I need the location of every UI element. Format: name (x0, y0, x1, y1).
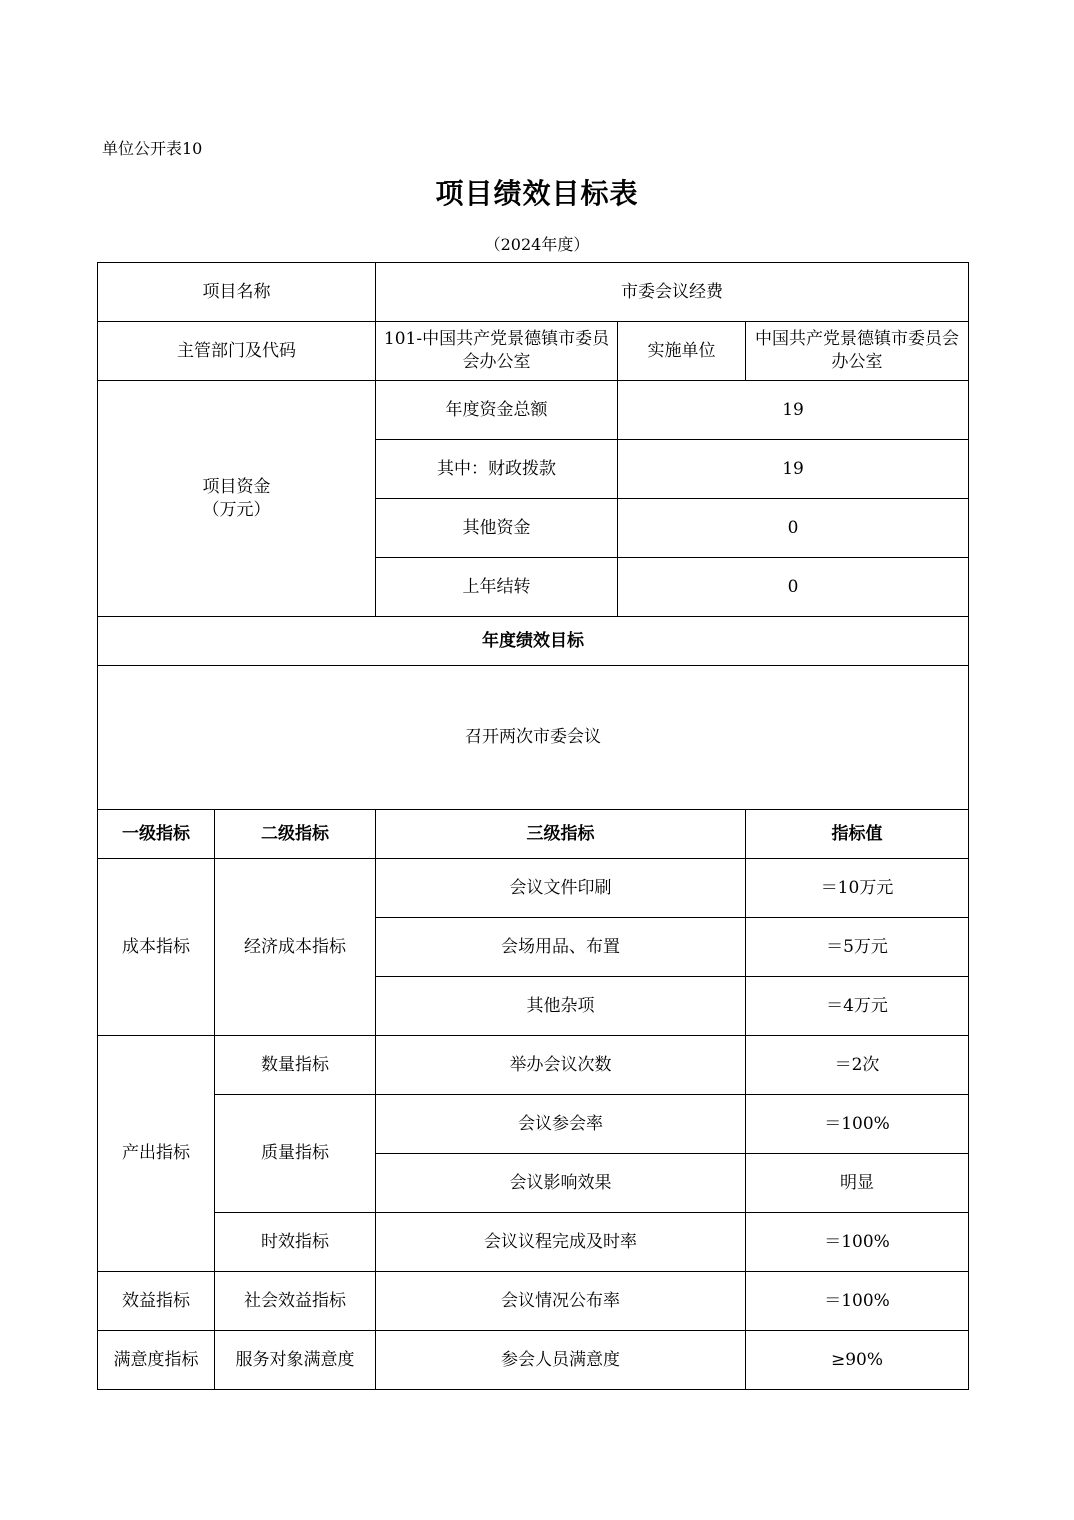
funds-other-value: 0 (618, 499, 969, 558)
table-row (98, 1331, 969, 1390)
cost-item-name: 会议文件印刷 (376, 859, 746, 918)
cost-item-value: ＝10万元 (746, 859, 969, 918)
table-row (98, 1272, 969, 1331)
quality-item-value: 明显 (746, 1154, 969, 1213)
header-level2: 二级指标 (215, 810, 376, 859)
table-row (98, 666, 969, 810)
cost-level2: 经济成本指标 (215, 859, 376, 1036)
table-row (98, 859, 969, 918)
funds-other-label: 其他资金 (376, 499, 618, 558)
project-name-value: 市委会议经费 (376, 263, 969, 322)
table-row (98, 322, 969, 381)
funds-label-line2: （万元） (202, 499, 271, 520)
quantity-value: ＝2次 (746, 1036, 969, 1095)
funds-label-line1: 项目资金 (202, 476, 271, 497)
form-code: 单位公开表10 (102, 139, 203, 158)
satisfaction-name: 参会人员满意度 (376, 1331, 746, 1390)
funds-carryover-label: 上年结转 (376, 558, 618, 617)
fiscal-year: （2024年度） (484, 235, 590, 254)
performance-table (97, 262, 969, 1390)
funds-fiscal-value: 19 (618, 440, 969, 499)
timeliness-value: ＝100% (746, 1213, 969, 1272)
satisfaction-value: ≥90% (746, 1331, 969, 1390)
dept-value: 101-中国共产党景德镇市委员会办公室 (376, 322, 618, 381)
satisfaction-level1: 满意度指标 (98, 1331, 215, 1390)
annual-goal-content: 召开两次市委会议 (98, 666, 969, 810)
table-row (98, 1095, 969, 1154)
output-level1: 产出指标 (98, 1036, 215, 1272)
quality-item-value: ＝100% (746, 1095, 969, 1154)
timeliness-level2: 时效指标 (215, 1213, 376, 1272)
annual-goal-heading: 年度绩效目标 (98, 617, 969, 666)
benefit-level1: 效益指标 (98, 1272, 215, 1331)
table-row (98, 617, 969, 666)
cost-item-value: ＝5万元 (746, 918, 969, 977)
cost-item-value: ＝4万元 (746, 977, 969, 1036)
table-row (98, 263, 969, 322)
quantity-name: 举办会议次数 (376, 1036, 746, 1095)
funds-label (98, 381, 376, 617)
table-row (98, 381, 969, 440)
dept-label: 主管部门及代码 (98, 322, 376, 381)
funds-total-label: 年度资金总额 (376, 381, 618, 440)
benefit-value: ＝100% (746, 1272, 969, 1331)
timeliness-name: 会议议程完成及时率 (376, 1213, 746, 1272)
cost-item-name: 会场用品、布置 (376, 918, 746, 977)
header-level3: 三级指标 (376, 810, 746, 859)
funds-carryover-value: 0 (618, 558, 969, 617)
cost-item-name: 其他杂项 (376, 977, 746, 1036)
table-row (98, 810, 969, 859)
cost-level1: 成本指标 (98, 859, 215, 1036)
impl-unit-label: 实施单位 (618, 322, 746, 381)
quality-item-name: 会议参会率 (376, 1095, 746, 1154)
header-level1: 一级指标 (98, 810, 215, 859)
satisfaction-level2: 服务对象满意度 (215, 1331, 376, 1390)
quality-item-name: 会议影响效果 (376, 1154, 746, 1213)
header-value: 指标值 (746, 810, 969, 859)
project-name-label: 项目名称 (98, 263, 376, 322)
quantity-level2: 数量指标 (215, 1036, 376, 1095)
impl-unit-value: 中国共产党景德镇市委员会办公室 (746, 322, 969, 381)
page-title: 项目绩效目标表 (435, 177, 639, 210)
benefit-name: 会议情况公布率 (376, 1272, 746, 1331)
benefit-level2: 社会效益指标 (215, 1272, 376, 1331)
funds-fiscal-label: 其中：财政拨款 (376, 440, 618, 499)
table-row (98, 1213, 969, 1272)
quality-level2: 质量指标 (215, 1095, 376, 1213)
table-row (98, 1036, 969, 1095)
funds-total-value: 19 (618, 381, 969, 440)
